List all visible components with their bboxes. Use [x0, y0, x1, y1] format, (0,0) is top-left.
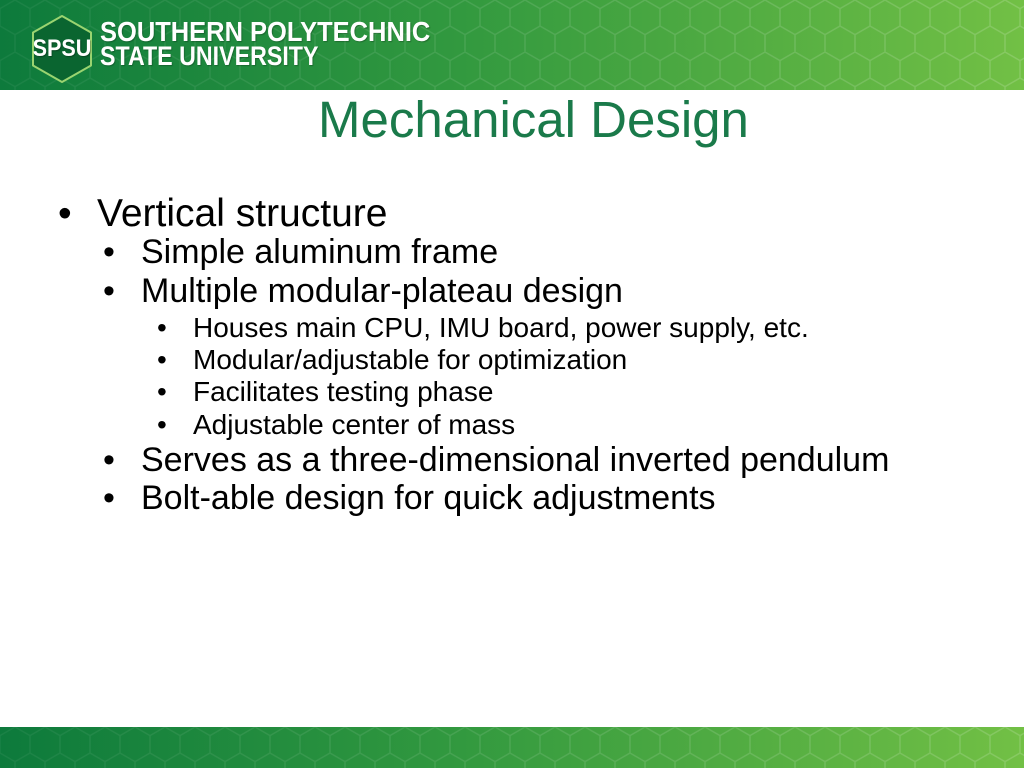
hexagon-pattern-icon — [0, 727, 1024, 768]
spsu-logo — [26, 13, 98, 85]
bullet-text: Simple aluminum frame — [141, 233, 499, 271]
bullet-text: Multiple modular-plateau design — [141, 272, 623, 310]
university-name-line1: SOUTHERN POLYTECHNIC — [100, 16, 431, 47]
bullet-text: Serves as a three-dimensional inverted pendulum — [141, 441, 890, 479]
footer-band — [0, 727, 1024, 768]
bullet-text: Facilitates testing phase — [193, 376, 494, 407]
bullet-marker: • — [157, 344, 167, 375]
slide-title: Mechanical Design — [318, 91, 749, 148]
bullet-marker: • — [103, 233, 115, 271]
logo-text: SPSU — [32, 35, 92, 62]
bullet-marker: • — [103, 272, 115, 310]
bullet-marker: • — [103, 479, 115, 517]
bullet-text: Modular/adjustable for optimization — [193, 344, 628, 375]
bullet-marker: • — [58, 192, 72, 235]
bullet-text: Bolt-able design for quick adjustments — [141, 479, 716, 517]
bullet-marker: • — [157, 376, 167, 407]
bullet-text: Houses main CPU, IMU board, power supply, etc. — [193, 312, 809, 343]
bullet-marker: • — [157, 312, 167, 343]
bullet-text: Vertical structure — [97, 192, 388, 235]
university-name-line2: STATE UNIVERSITY — [100, 41, 319, 71]
bullet-text: Adjustable center of mass — [193, 409, 516, 440]
bullet-marker: • — [103, 441, 115, 479]
bullet-marker: • — [157, 409, 167, 440]
header-band — [0, 0, 1024, 90]
